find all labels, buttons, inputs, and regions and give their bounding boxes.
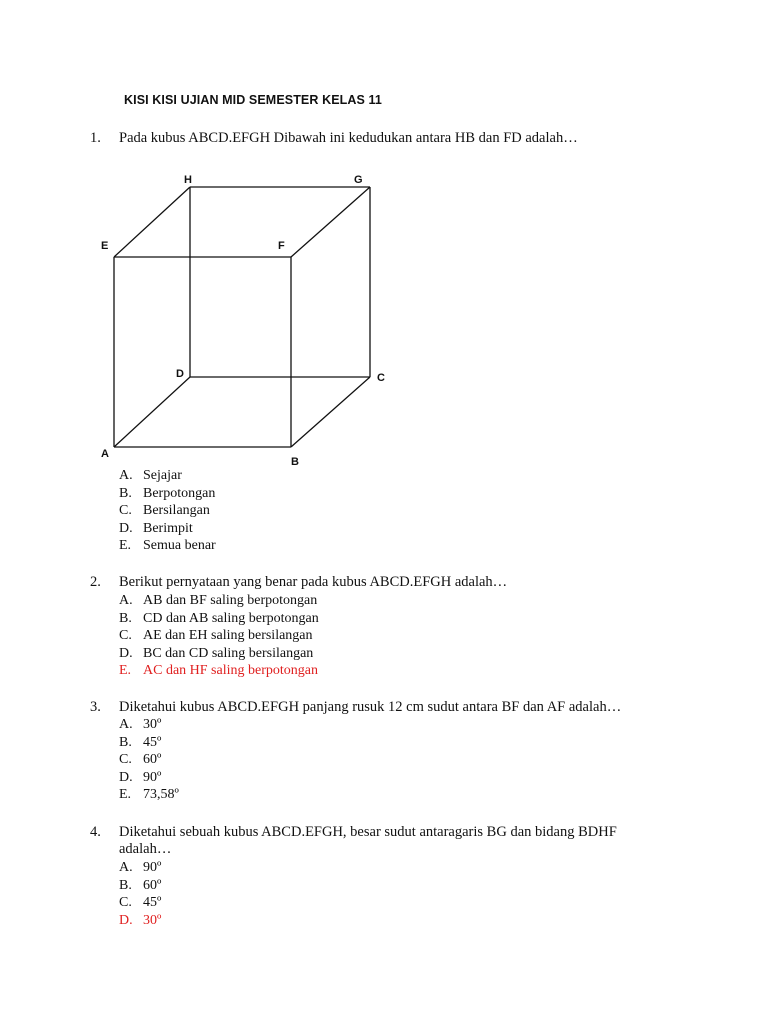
vertex-label-h: H — [184, 174, 192, 186]
option-1d: D. Berimpit — [119, 520, 193, 536]
question-2-number: 2. — [90, 574, 101, 590]
option-2a: A. AB dan BF saling berpotongan — [119, 593, 318, 608]
option-2e: E. AC dan HF saling berpotongan — [119, 663, 318, 679]
question-1-text: Pada kubus ABCD.EFGH Dibawah ini kedudukan antara HB dan FD adalah… — [119, 130, 578, 146]
option-1a: A. Sejajar — [119, 468, 182, 483]
option-2c: C. AE dan EH saling bersilangan — [119, 628, 313, 644]
question-4-text-line1: Diketahui sebuah kubus ABCD.EFGH, besar sudut antaragaris BG dan bidang BDHF — [119, 824, 617, 840]
question-2-options — [119, 592, 319, 680]
question-4-options — [119, 859, 161, 929]
question-3-text: Diketahui kubus ABCD.EFGH panjang rusuk 12 cm sudut antara BF dan AF adalah… — [119, 699, 622, 715]
vertex-label-g: G — [354, 174, 363, 186]
vertex-label-a: A — [101, 448, 109, 460]
option-1e: E. Semua benar — [119, 538, 216, 554]
cube-diagram — [90, 165, 400, 475]
question-4-number: 4. — [90, 824, 101, 840]
vertex-label-e: E — [101, 240, 109, 252]
question-1-options — [119, 467, 216, 555]
page-title: KISI KISI UJIAN MID SEMESTER KELAS 11 — [124, 93, 382, 107]
question-3-number: 3. — [90, 699, 101, 715]
option-3a: A. 30º — [119, 717, 162, 732]
option-1c: C. Bersilangan — [119, 503, 210, 519]
question-1-number: 1. — [90, 130, 101, 146]
vertex-label-f: F — [278, 240, 285, 252]
vertex-label-b: B — [291, 456, 299, 468]
option-4a: A. 90º — [119, 860, 162, 875]
option-4b: B. 60º — [119, 877, 162, 893]
option-3c: C. 60º — [119, 752, 162, 768]
option-3e: E. 73,58º — [119, 787, 179, 803]
question-2-text: Berikut pernyataan yang benar pada kubus ABCD.EFGH adalah… — [119, 574, 508, 590]
question-3-options — [119, 716, 179, 804]
option-4c: C. 45º — [119, 895, 162, 911]
vertex-label-d: D — [176, 368, 184, 380]
option-3b: B. 45º — [119, 734, 162, 750]
question-4-text-line2: adalah… — [119, 841, 172, 857]
option-4d: D. 30º — [119, 912, 162, 928]
vertex-label-c: C — [377, 372, 385, 384]
option-1b: B. Berpotongan — [119, 485, 216, 501]
option-2b: B. CD dan AB saling berpotongan — [119, 610, 319, 626]
option-3d: D. 90º — [119, 769, 162, 785]
option-2d: D. BC dan CD saling bersilangan — [119, 645, 314, 661]
